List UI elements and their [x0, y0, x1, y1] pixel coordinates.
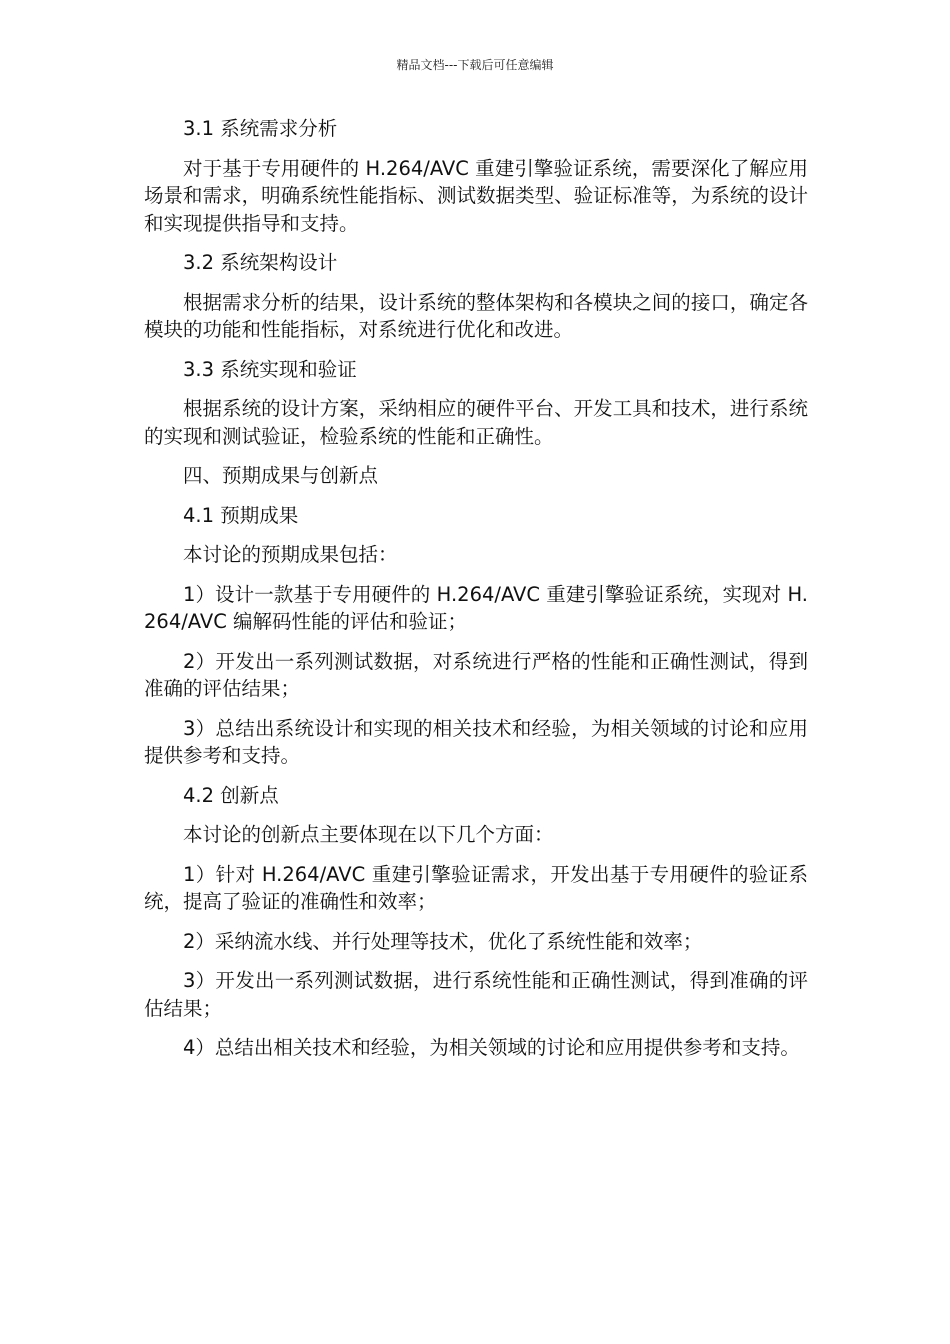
list-item-innovation-1: 1）针对 H.264/AVC 重建引擎验证需求，开发出基于专用硬件的验证系统，提高了验证的准确性和效率；	[144, 862, 808, 913]
list-item-outcome-2: 2）开发出一系列测试数据，对系统进行严格的性能和正确性测试，得到准确的评估结果；	[144, 649, 808, 700]
chapter-heading-4: 四、预期成果与创新点	[183, 464, 379, 487]
list-item-innovation-3: 3）开发出一系列测试数据，进行系统性能和正确性测试，得到准确的评估结果；	[144, 969, 808, 1020]
document-body	[144, 115, 808, 1074]
paragraph-requirements: 对于基于专用硬件的 H.264/AVC 重建引擎验证系统，需要深化了解应用场景和需求，明确系统性能指标、测试数据类型、验证标准等，为系统的设计和实现提供指导和支持。	[144, 156, 808, 235]
page-header: 精品文档---下载后可任意编辑	[396, 58, 554, 72]
section-heading-3-2: 3.2 系统架构设计	[183, 251, 338, 274]
paragraph-outcomes-intro: 本讨论的预期成果包括：	[183, 543, 398, 566]
paragraph-innovation-intro: 本讨论的创新点主要体现在以下几个方面：	[183, 823, 554, 846]
section-heading-4-2: 4.2 创新点	[183, 783, 279, 807]
list-item-outcome-3: 3）总结出系统设计和实现的相关技术和经验，为相关领域的讨论和应用提供参考和支持。	[144, 716, 808, 767]
section-heading-3-3: 3.3 系统实现和验证	[183, 357, 357, 381]
paragraph-implementation: 根据系统的设计方案，采纳相应的硬件平台、开发工具和技术，进行系统的实现和测试验证，检验系统的性能和正确性。	[144, 397, 808, 448]
section-heading-3-1: 3.1 系统需求分析	[183, 117, 338, 140]
list-item-innovation-4: 4）总结出相关技术和经验，为相关领域的讨论和应用提供参考和支持。	[183, 1036, 800, 1059]
paragraph-architecture: 根据需求分析的结果，设计系统的整体架构和各模块之间的接口，确定各模块的功能和性能指标，对系统进行优化和改进。	[144, 290, 808, 341]
list-item-innovation-2: 2）采纳流水线、并行处理等技术，优化了系统性能和效率；	[183, 929, 703, 953]
list-item-outcome-1: 1）设计一款基于专用硬件的 H.264/AVC 重建引擎验证系统，实现对 H.264/AVC 编解码性能的评估和验证；	[144, 582, 808, 633]
section-heading-4-1: 4.1 预期成果	[183, 503, 299, 527]
